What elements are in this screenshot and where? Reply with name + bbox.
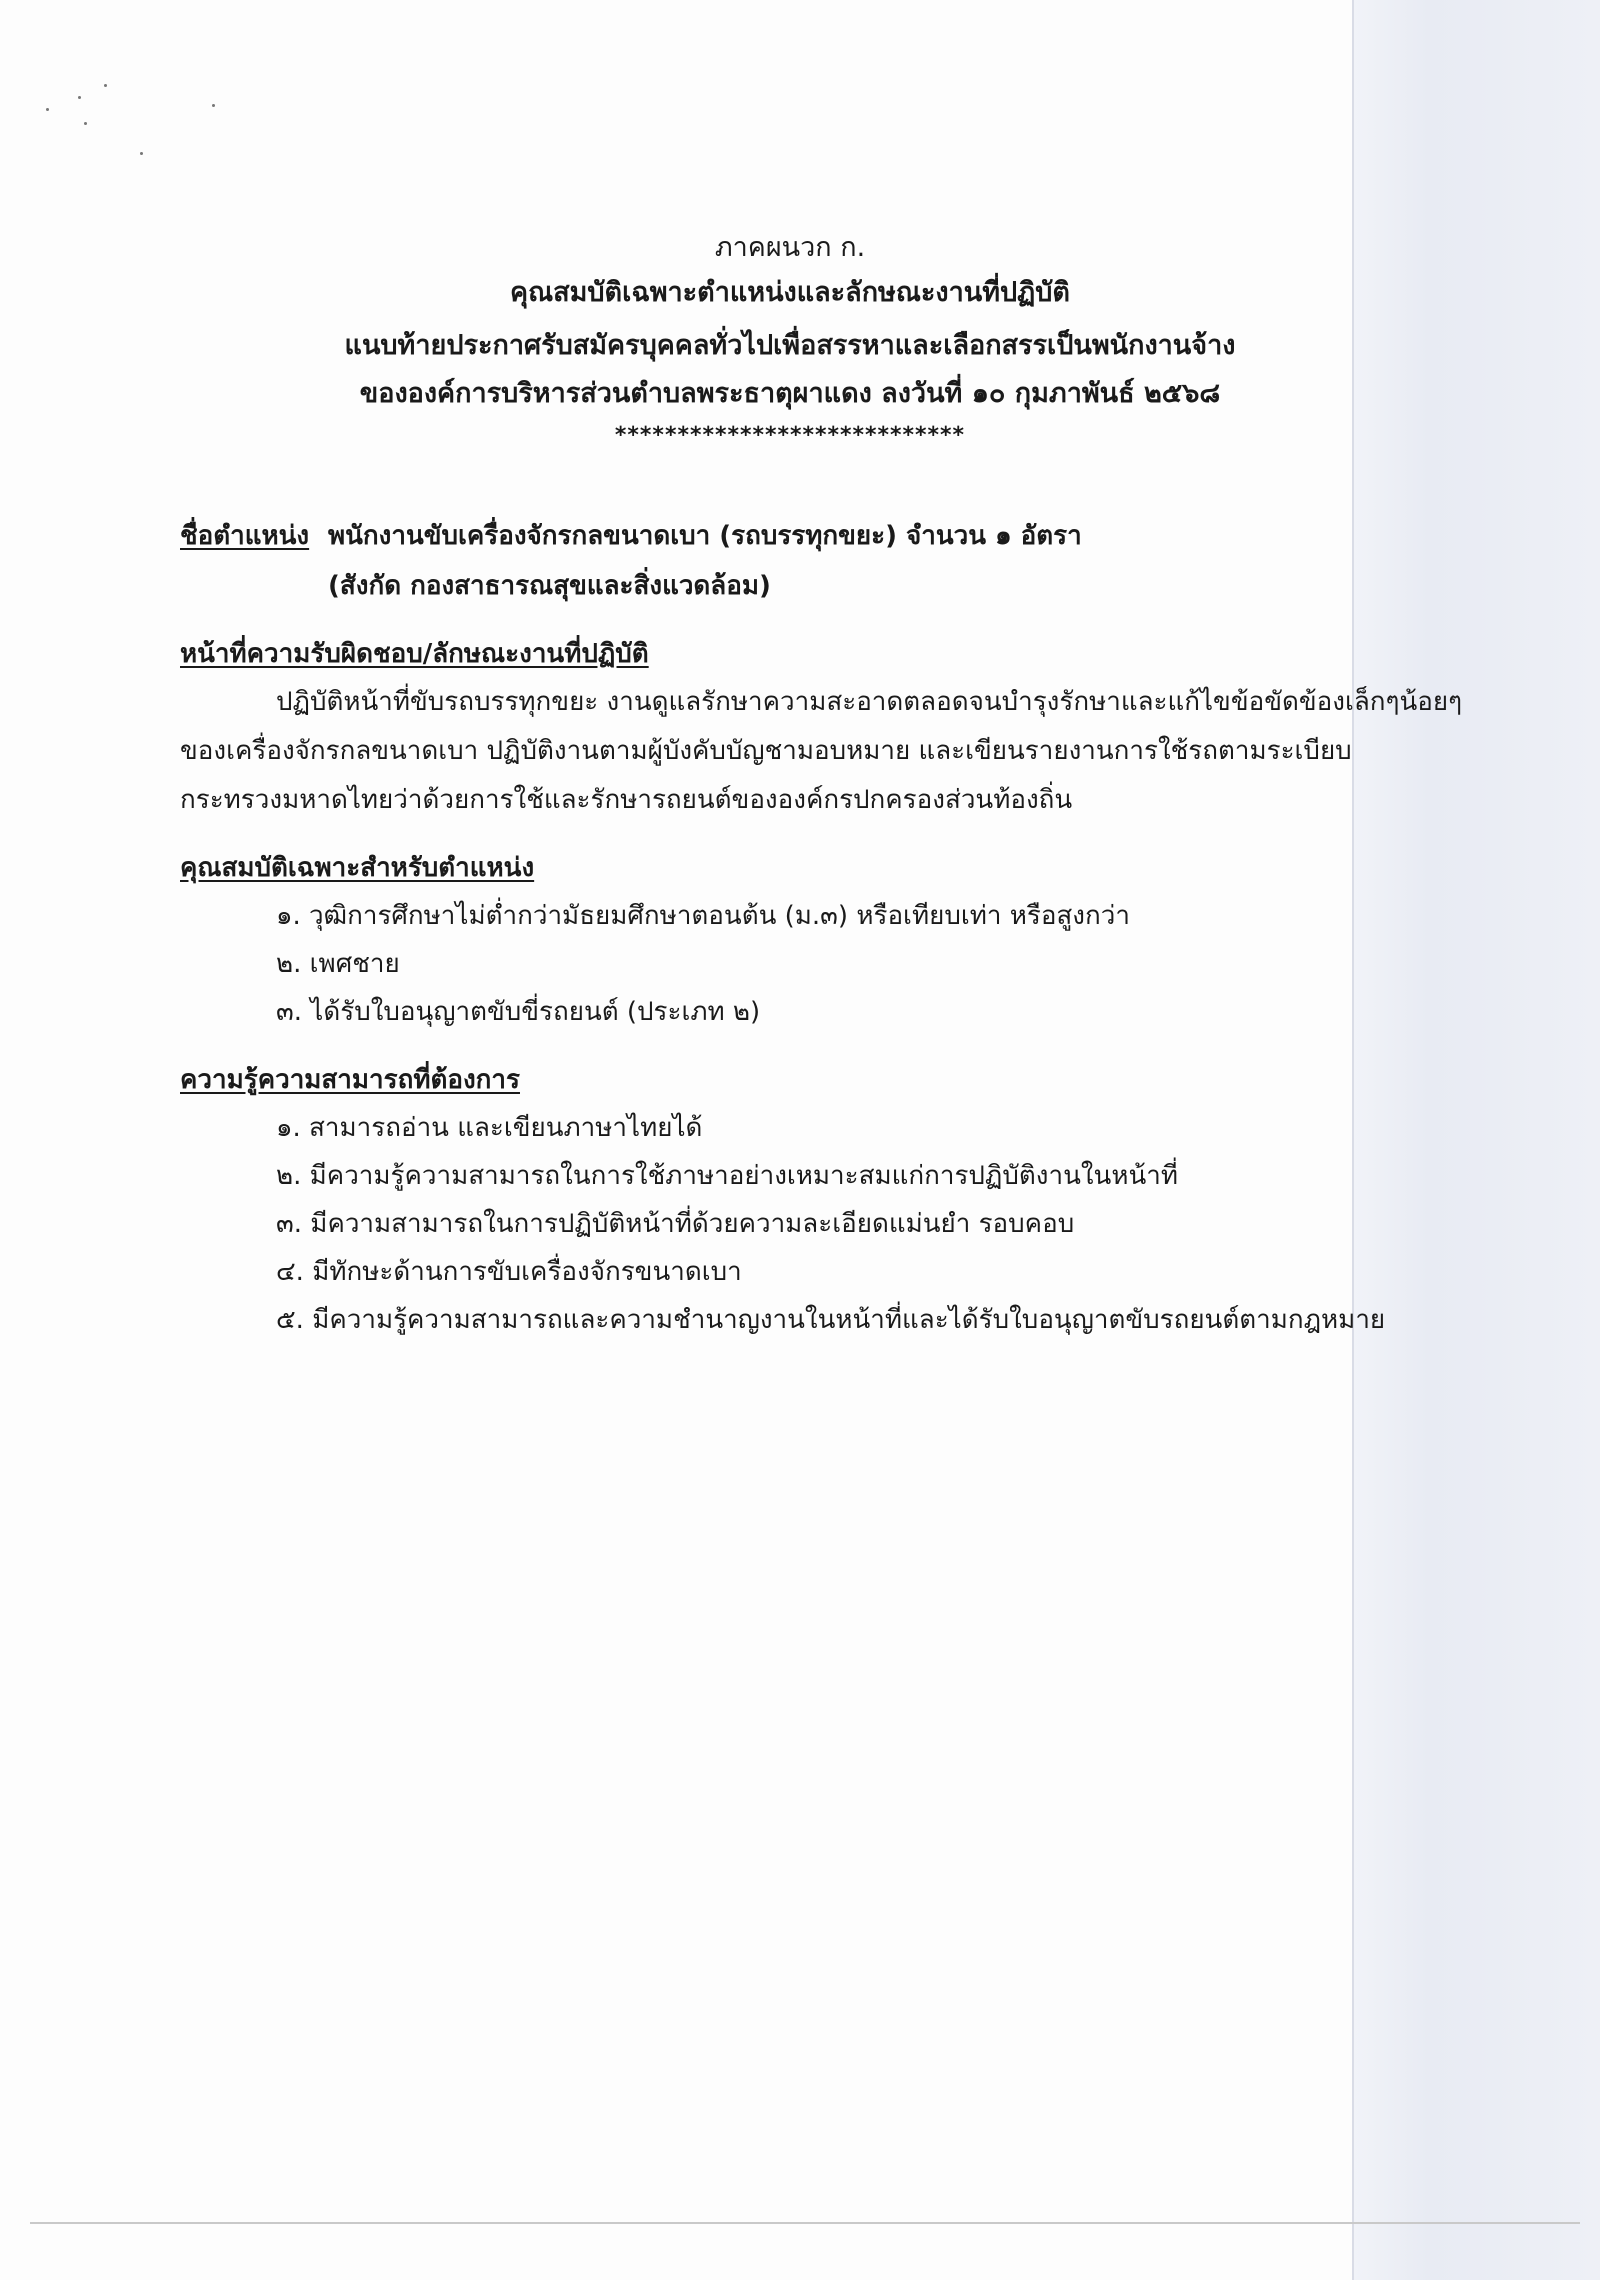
scan-speckle (78, 96, 81, 99)
scan-speckle (84, 122, 87, 125)
scan-shadow (1352, 0, 1600, 2280)
knowledge-item: ๓. มีความสามารถในการปฏิบัติหน้าที่ด้วยความละเอียดแม่นยำ รอบคอบ (276, 1209, 1075, 1239)
document-subtitle-1: แนบท้ายประกาศรับสมัครบุคคลทั่วไปเพื่อสรรหาและเลือกสรรเป็นพนักงานจ้าง (344, 330, 1236, 361)
position-name: พนักงานขับเครื่องจักรกลขนาดเบา (รถบรรทุกขยะ) จำนวน ๑ อัตรา (328, 521, 1082, 551)
knowledge-item: ๕. มีความรู้ความสามารถและความชำนาญงานในหน้าที่และได้รับใบอนุญาตขับรถยนต์ตามกฎหมาย (276, 1305, 1386, 1335)
scan-speckle (104, 84, 107, 87)
scan-edge-line (30, 2222, 1580, 2224)
knowledge-item: ๑. สามารถอ่าน และเขียนภาษาไทยได้ (276, 1113, 703, 1143)
scan-speckle (140, 152, 143, 155)
knowledge-heading: ความรู้ความสามารถที่ต้องการ (180, 1065, 520, 1095)
knowledge-item: ๒. มีความรู้ความสามารถในการใช้ภาษาอย่างเหมาะสมแก่การปฏิบัติงานในหน้าที่ (276, 1161, 1178, 1191)
qualification-item: ๓. ได้รับใบอนุญาตขับขี่รถยนต์ (ประเภท ๒) (276, 997, 761, 1027)
qualifications-heading: คุณสมบัติเฉพาะสำหรับตำแหน่ง (180, 853, 535, 883)
qualification-item: ๑. วุฒิการศึกษาไม่ต่ำกว่ามัธยมศึกษาตอนต้น (ม.๓) หรือเทียบเท่า หรือสูงกว่า (276, 901, 1130, 931)
document-subtitle-2: ขององค์การบริหารส่วนตำบลพระธาตุผาแดง ลงวันที่ ๑๐ กุมภาพันธ์ ๒๕๖๘ (359, 378, 1221, 409)
knowledge-item: ๔. มีทักษะด้านการขับเครื่องจักรขนาดเบา (276, 1257, 742, 1287)
qualification-item: ๒. เพศชาย (276, 949, 400, 979)
duties-line: ปฏิบัติหน้าที่ขับรถบรรทุกขยะ งานดูแลรักษาความสะอาดตลอดจนบำรุงรักษาและแก้ไขข้อขัดข้องเล็กๆน้อยๆ (276, 687, 1463, 717)
duties-line: กระทรวงมหาดไทยว่าด้วยการใช้และรักษารถยนต์ขององค์กรปกครองส่วนท้องถิ่น (180, 785, 1073, 815)
scan-speckle (212, 104, 215, 107)
header-separator: **************************** (614, 423, 966, 448)
scan-speckle (46, 108, 49, 111)
duties-heading: หน้าที่ความรับผิดชอบ/ลักษณะงานที่ปฏิบัติ (180, 639, 649, 669)
position-department: (สังกัด กองสาธารณสุขและสิ่งแวดล้อม) (328, 571, 771, 601)
appendix-label: ภาคผนวก ก. (714, 232, 866, 263)
document-title: คุณสมบัติเฉพาะตำแหน่งและลักษณะงานที่ปฏิบัติ (510, 277, 1070, 308)
position-label: ชื่อตำแหน่ง (180, 521, 310, 551)
duties-line: ของเครื่องจักรกลขนาดเบา ปฏิบัติงานตามผู้บังคับบัญชามอบหมาย และเขียนรายงานการใช้รถตามระเบียบ (180, 736, 1352, 766)
